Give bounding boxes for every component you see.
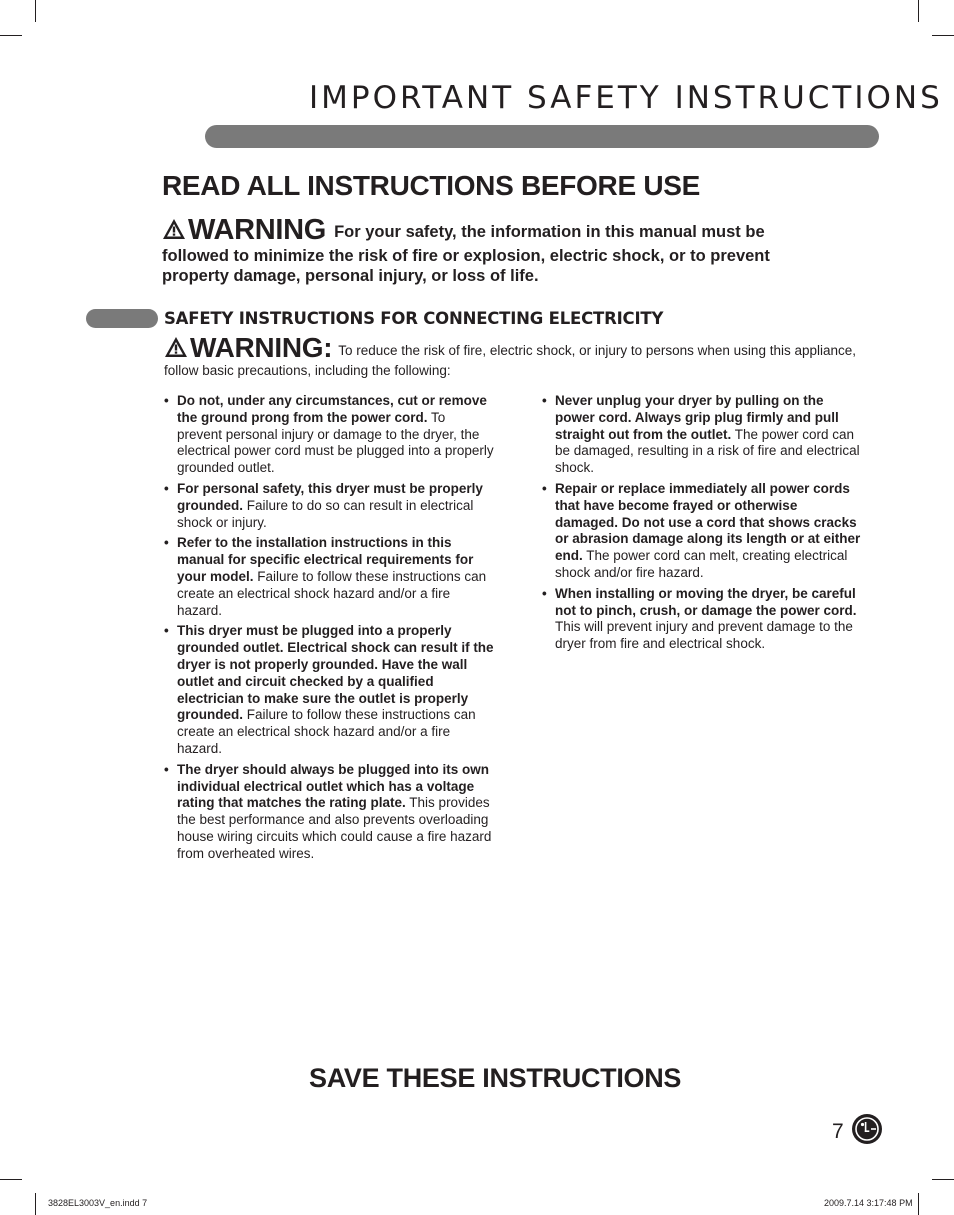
list-item — [164, 535, 494, 619]
warning-label: WARNING — [188, 214, 327, 246]
item-text: The power cord can melt, creating electrical shock and/or fire hazard. — [555, 548, 848, 580]
save-instructions-heading: SAVE THESE INSTRUCTIONS — [309, 1063, 682, 1093]
left-column — [164, 393, 494, 867]
list-item — [542, 393, 864, 477]
item-text: Failure to follow these instructions can create an electrical shock hazard and/or a fire hazard. — [177, 707, 476, 756]
item-bold-text: Repair or replace immediately all power cords that have become frayed or otherwise damaged. Do not use a cord that shows cracks or abrasion damage along its length or at either end. — [555, 480, 861, 564]
crop-mark — [932, 35, 954, 36]
item-text: Failure to do so can result in electrical shock or injury. — [177, 497, 474, 530]
page-number: 7 — [832, 1120, 844, 1143]
crop-mark — [0, 35, 22, 36]
read-all-heading: READ ALL INSTRUCTIONS BEFORE USE — [162, 170, 700, 201]
list-item — [542, 586, 864, 653]
list-item — [164, 393, 494, 477]
item-text: To prevent personal injury or damage to the dryer, the electrical power cord must be plugged into a properly grounded outlet. — [177, 409, 494, 476]
warning-triangle-icon — [162, 218, 186, 246]
item-bold-text: The dryer should always be plugged into its own individual electrical outlet which has a voltage rating that matches the rating plate. — [177, 761, 490, 811]
crop-mark — [932, 1179, 954, 1180]
item-bold-text: This dryer must be plugged into a properly grounded outlet. Electrical shock can result if the dryer is not properly grounded. Have the wall outlet and circuit checked by a qualified electrician to make sure the outlet is properly grounded. — [177, 623, 494, 723]
warning-label: WARNING: — [190, 332, 333, 363]
warning-text: To reduce the risk of fire, electric shock, or injury to persons when using this appliance, follow basic precautions, including the following: — [164, 343, 857, 378]
item-text: This provides the best performance and also prevents overloading house wiring circuits which could cause a fire hazard from overheated wires. — [177, 795, 492, 861]
footer-filename: 3828EL3003V_en.indd 7 — [48, 1198, 148, 1208]
item-bold-text: For personal safety, this dryer must be properly grounded. — [177, 480, 483, 513]
section-marker — [86, 309, 158, 328]
crop-mark — [35, 1193, 36, 1215]
footer-timestamp: 2009.7.14 3:17:48 PM — [824, 1198, 913, 1208]
section-title: SAFETY INSTRUCTIONS FOR CONNECTING ELECTRICITY — [164, 309, 664, 328]
crop-mark — [35, 0, 36, 22]
title-bar — [205, 125, 879, 148]
list-item — [542, 481, 864, 582]
lg-logo-icon — [851, 1113, 883, 1150]
item-text: Failure to follow these instructions can create an electrical shock hazard and/or a fire hazard. — [177, 568, 487, 618]
right-column — [542, 393, 864, 657]
item-text: This will prevent injury and prevent damage to the dryer from fire and electrical shock. — [555, 619, 853, 652]
section-warning — [164, 332, 864, 379]
item-bold-text: Do not, under any circumstances, cut or remove the ground prong from the power cord. — [177, 393, 487, 425]
warning-text: For your safety, the information in this manual must be followed to minimize the risk of fire or explosion, electric shock, or to prevent property damage, personal injury, or loss of life. — [162, 223, 770, 285]
page-title: IMPORTANT SAFETY INSTRUCTIONS — [309, 80, 943, 116]
crop-mark — [0, 1179, 22, 1180]
crop-mark — [918, 1193, 919, 1215]
warning-triangle-icon — [164, 336, 188, 362]
item-bold-text: When installing or moving the dryer, be careful not to pinch, crush, or damage the power cord. — [555, 585, 857, 618]
item-text: The power cord can be damaged, resulting in a risk of fire and electrical shock. — [555, 426, 860, 476]
crop-mark — [918, 0, 919, 22]
list-item — [164, 481, 494, 531]
list-item — [164, 762, 494, 863]
main-warning — [162, 214, 822, 287]
item-bold-text: Never unplug your dryer by pulling on the power cord. Always grip plug firmly and pull straight out from the outlet. — [555, 393, 839, 442]
list-item — [164, 623, 494, 757]
item-bold-text: Refer to the installation instructions in this manual for specific electrical requirements for your model. — [177, 535, 474, 584]
